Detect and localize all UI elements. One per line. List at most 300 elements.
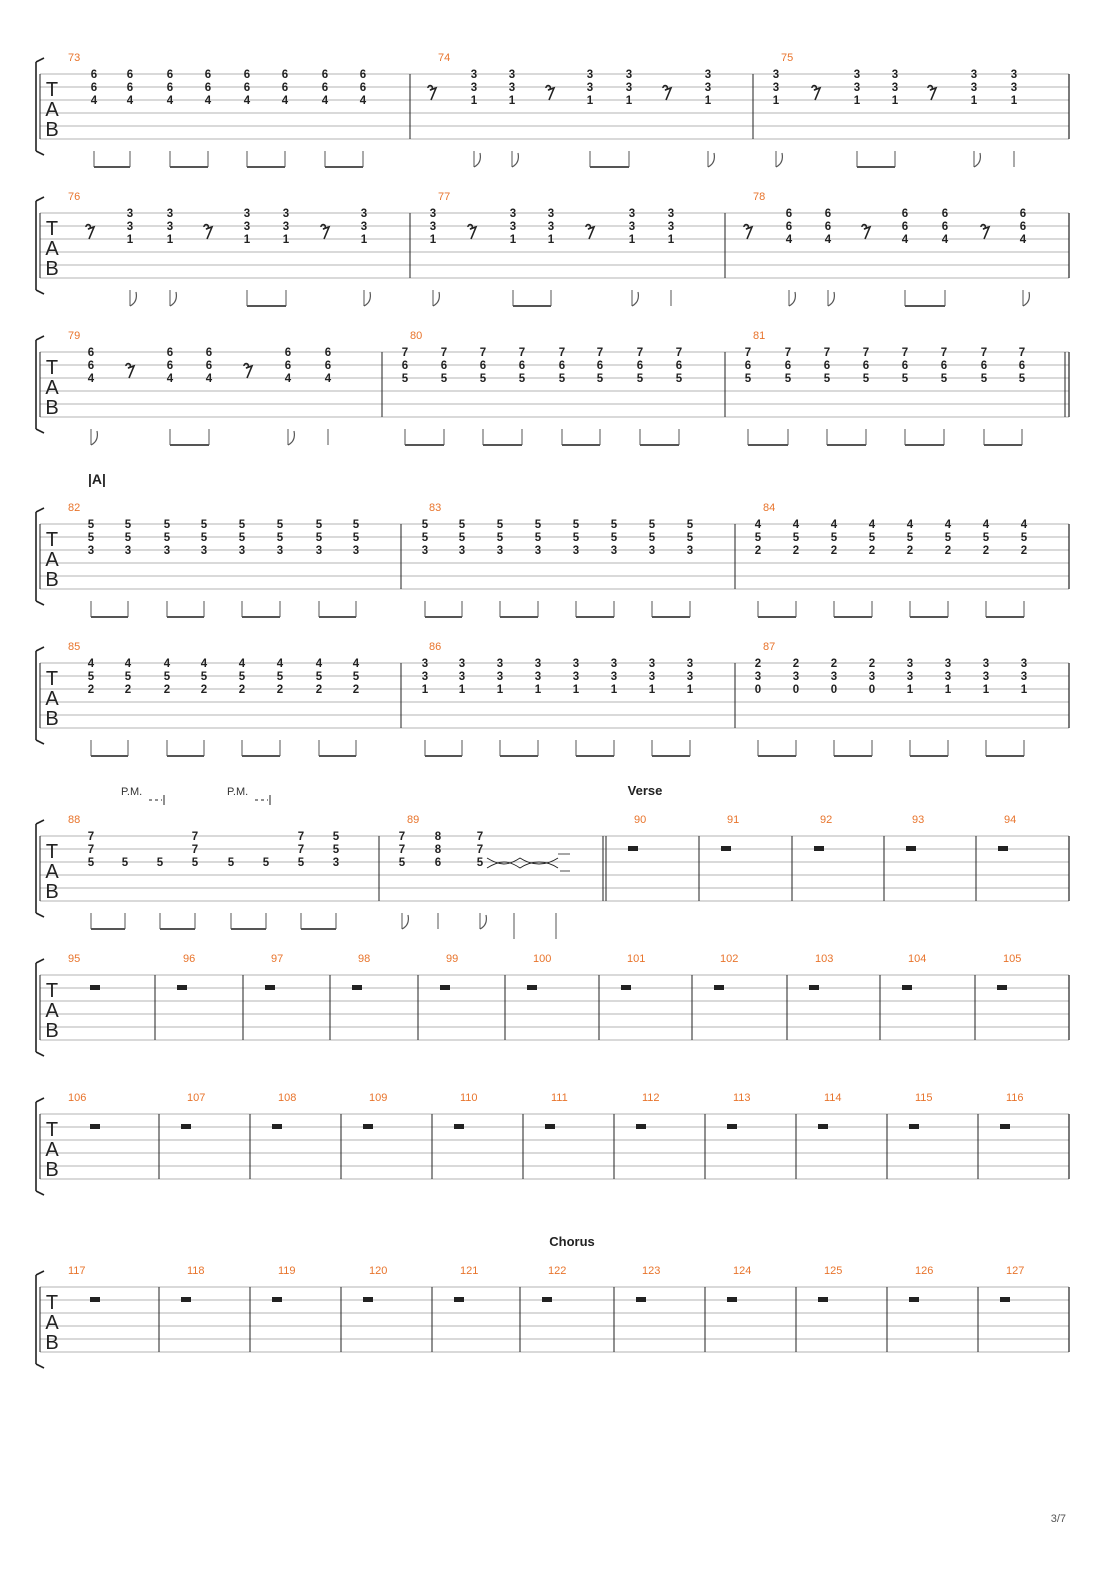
note-flag: [288, 431, 294, 445]
whole-rest: [272, 1124, 282, 1129]
fret-number: 2: [792, 658, 800, 670]
measure-number: 112: [642, 1092, 660, 1104]
fret-number: 4: [868, 519, 876, 531]
tab-letter-t: T: [45, 529, 59, 551]
fret-number: 5: [648, 532, 656, 544]
fret-number: 1: [421, 684, 429, 696]
fret-number: 6: [1019, 221, 1027, 233]
measure-number: 123: [642, 1265, 661, 1277]
fret-number: 5: [87, 671, 95, 683]
fret-number: 7: [980, 347, 988, 359]
fret-number: 7: [476, 831, 484, 843]
fret-number: 1: [243, 234, 251, 246]
fret-number: 3: [704, 69, 712, 81]
whole-rest: [714, 985, 724, 990]
fret-number: 1: [1020, 684, 1028, 696]
fret-number: 5: [982, 532, 990, 544]
fret-number: 1: [360, 234, 368, 246]
fret-number: 3: [970, 69, 978, 81]
measure-number: 105: [1003, 953, 1022, 965]
fret-number: 3: [586, 69, 594, 81]
fret-number: 3: [686, 658, 694, 670]
fret-number: 3: [648, 545, 656, 557]
whole-rest: [352, 985, 362, 990]
fret-number: 7: [862, 347, 870, 359]
note-flag: [170, 292, 176, 306]
whole-rest: [628, 846, 638, 851]
fret-number: 7: [558, 347, 566, 359]
fret-number: 6: [324, 347, 332, 359]
fret-number: 3: [572, 658, 580, 670]
fret-number: 5: [276, 519, 284, 531]
measure-number: 109: [369, 1092, 388, 1104]
fret-number: 1: [628, 234, 636, 246]
eighth-rest: [981, 225, 989, 239]
tab-letter-t: T: [45, 218, 59, 240]
measure-number: 120: [369, 1265, 388, 1277]
fret-number: 6: [321, 69, 329, 81]
tab-letter-a: A: [45, 861, 59, 883]
fret-number: 3: [282, 221, 290, 233]
fret-number: 0: [830, 684, 838, 696]
fret-number: 6: [90, 69, 98, 81]
fret-number: 3: [508, 69, 516, 81]
fret-number: 5: [440, 373, 448, 385]
fret-number: 3: [166, 208, 174, 220]
fret-number: 3: [534, 545, 542, 557]
fret-number: 1: [648, 684, 656, 696]
fret-number: 5: [744, 373, 752, 385]
fret-number: 5: [980, 373, 988, 385]
section-label-verse: Verse: [627, 783, 663, 798]
fret-number: 7: [398, 831, 406, 843]
fret-number: 6: [284, 347, 292, 359]
fret-number: 7: [744, 347, 752, 359]
measure-number: 118: [187, 1265, 205, 1277]
fret-number: 7: [191, 831, 199, 843]
tab-letter-a: A: [45, 1139, 59, 1161]
fret-number: 4: [906, 519, 914, 531]
eighth-rest: [468, 225, 476, 239]
fret-number: 5: [792, 532, 800, 544]
fret-number: 3: [586, 82, 594, 94]
fret-number: 4: [126, 95, 134, 107]
measure-number: 122: [548, 1265, 567, 1277]
fret-number: 5: [534, 519, 542, 531]
fret-number: 2: [352, 684, 360, 696]
measure-number: 80: [410, 330, 423, 342]
whole-rest: [181, 1297, 191, 1302]
tab-letter-t: T: [45, 357, 59, 379]
eighth-rest: [321, 225, 329, 239]
fret-number: 6: [558, 360, 566, 372]
measure-number: 89: [407, 814, 420, 826]
eighth-rest: [546, 86, 554, 100]
fret-number: 4: [124, 658, 132, 670]
fret-number: 1: [667, 234, 675, 246]
tab-letter-b: B: [45, 569, 59, 591]
measure-number: 104: [908, 953, 927, 965]
fret-number: 3: [970, 82, 978, 94]
tab-letter-b: B: [45, 119, 59, 141]
eighth-rest: [126, 364, 134, 378]
fret-number: 5: [124, 671, 132, 683]
measure-number: 115: [915, 1092, 933, 1104]
fret-number: 1: [586, 95, 594, 107]
measure-number: 85: [68, 641, 81, 653]
whole-rest: [998, 846, 1008, 851]
fret-number: 6: [518, 360, 526, 372]
fret-number: 4: [166, 373, 174, 385]
fret-number: 5: [496, 532, 504, 544]
note-flag: [828, 292, 834, 306]
fret-number: 6: [941, 221, 949, 233]
fret-number: 3: [572, 545, 580, 557]
fret-number: 5: [156, 857, 164, 869]
fret-number: 5: [227, 857, 235, 869]
fret-number: 2: [276, 684, 284, 696]
fret-number: 6: [824, 208, 832, 220]
fret-number: 8: [434, 844, 442, 856]
fret-number: 7: [476, 844, 484, 856]
whole-rest: [90, 1124, 100, 1129]
vibrato-mark: [487, 862, 558, 868]
note-flag: [364, 292, 370, 306]
fret-number: 3: [276, 545, 284, 557]
fret-number: 3: [648, 671, 656, 683]
fret-number: 5: [675, 373, 683, 385]
fret-number: 5: [352, 519, 360, 531]
fret-number: 1: [686, 684, 694, 696]
fret-number: 4: [315, 658, 323, 670]
fret-number: 1: [572, 684, 580, 696]
fret-number: 3: [667, 221, 675, 233]
note-flag: [480, 915, 486, 929]
eighth-rest: [744, 225, 752, 239]
fret-number: 5: [200, 532, 208, 544]
fret-number: 3: [496, 545, 504, 557]
fret-number: 5: [784, 373, 792, 385]
tab-letter-b: B: [45, 708, 59, 730]
fret-number: 7: [518, 347, 526, 359]
tab-letter-t: T: [45, 1292, 59, 1314]
fret-number: 5: [862, 373, 870, 385]
measure-number: 86: [429, 641, 442, 653]
fret-number: 5: [596, 373, 604, 385]
fret-number: 3: [625, 82, 633, 94]
fret-number: 3: [547, 221, 555, 233]
fret-number: 1: [853, 95, 861, 107]
measure-number: 81: [753, 330, 766, 342]
fret-number: 4: [830, 519, 838, 531]
fret-number: 3: [126, 208, 134, 220]
measure-number: 98: [358, 953, 371, 965]
fret-number: 3: [792, 671, 800, 683]
fret-number: 6: [744, 360, 752, 372]
measure-number: 93: [912, 814, 925, 826]
fret-number: 1: [126, 234, 134, 246]
fret-number: 6: [675, 360, 683, 372]
whole-rest: [454, 1124, 464, 1129]
measure-number: 119: [278, 1265, 296, 1277]
fret-number: 4: [1020, 519, 1028, 531]
fret-number: 3: [772, 69, 780, 81]
fret-number: 3: [126, 221, 134, 233]
page-number: 3/7: [1050, 1513, 1066, 1525]
whole-rest: [181, 1124, 191, 1129]
note-flag: [91, 431, 97, 445]
measure-number: 84: [763, 502, 776, 514]
measure-number: 100: [533, 953, 552, 965]
fret-number: 6: [401, 360, 409, 372]
tab-letter-b: B: [45, 1020, 59, 1042]
fret-number: 5: [163, 671, 171, 683]
measure-number: 83: [429, 502, 442, 514]
measure-number: 116: [1006, 1092, 1024, 1104]
fret-number: 1: [508, 95, 516, 107]
eighth-rest: [663, 86, 671, 100]
fret-number: 1: [496, 684, 504, 696]
fret-number: 3: [282, 208, 290, 220]
fret-number: 5: [476, 857, 484, 869]
fret-number: 6: [901, 208, 909, 220]
fret-number: 3: [421, 545, 429, 557]
note-flag: [632, 292, 638, 306]
tab-letter-t: T: [45, 980, 59, 1002]
fret-number: 7: [596, 347, 604, 359]
whole-rest: [814, 846, 824, 851]
fret-number: 1: [944, 684, 952, 696]
fret-number: 5: [276, 671, 284, 683]
fret-number: 6: [785, 208, 793, 220]
fret-number: 3: [853, 82, 861, 94]
fret-number: 3: [163, 545, 171, 557]
fret-number: 6: [824, 221, 832, 233]
note-flag: [130, 292, 136, 306]
fret-number: 3: [772, 82, 780, 94]
whole-rest: [272, 1297, 282, 1302]
fret-number: 1: [282, 234, 290, 246]
fret-number: 3: [429, 221, 437, 233]
fret-number: 5: [558, 373, 566, 385]
fret-number: 3: [496, 671, 504, 683]
measure-number: 110: [460, 1092, 478, 1104]
fret-number: 3: [509, 221, 517, 233]
fret-number: 3: [421, 658, 429, 670]
fret-number: 5: [518, 373, 526, 385]
fret-number: 3: [572, 671, 580, 683]
note-flag: [474, 153, 480, 167]
fret-number: 5: [610, 532, 618, 544]
fret-number: 5: [276, 532, 284, 544]
tab-letter-t: T: [45, 79, 59, 101]
fret-number: 3: [238, 545, 246, 557]
fret-number: 3: [704, 82, 712, 94]
fret-number: 5: [421, 532, 429, 544]
fret-number: 2: [830, 658, 838, 670]
fret-number: 5: [421, 519, 429, 531]
fret-number: 6: [205, 347, 213, 359]
whole-rest: [542, 1297, 552, 1302]
note-flag: [433, 292, 439, 306]
note-flag: [1023, 292, 1029, 306]
measure-number: 90: [634, 814, 647, 826]
fret-number: 1: [772, 95, 780, 107]
fret-number: 2: [315, 684, 323, 696]
fret-number: 6: [126, 82, 134, 94]
fret-number: 4: [238, 658, 246, 670]
fret-number: 4: [785, 234, 793, 246]
fret-number: 6: [284, 360, 292, 372]
whole-rest: [454, 1297, 464, 1302]
fret-number: 7: [675, 347, 683, 359]
whole-rest: [440, 985, 450, 990]
fret-number: 1: [470, 95, 478, 107]
eighth-rest: [928, 86, 936, 100]
fret-number: 6: [862, 360, 870, 372]
section-marker-a: |A|: [88, 471, 106, 487]
measure-number: 125: [824, 1265, 843, 1277]
fret-number: 5: [458, 519, 466, 531]
measure-number: 78: [753, 191, 766, 203]
measure-number: 88: [68, 814, 81, 826]
fret-number: 4: [87, 658, 95, 670]
note-flag: [789, 292, 795, 306]
eighth-rest: [428, 86, 436, 100]
fret-number: 4: [324, 373, 332, 385]
fret-number: 7: [823, 347, 831, 359]
tab-letter-t: T: [45, 1119, 59, 1141]
fret-number: 3: [496, 658, 504, 670]
measure-number: 106: [68, 1092, 87, 1104]
measure-number: 79: [68, 330, 81, 342]
whole-rest: [1000, 1124, 1010, 1129]
whole-rest: [809, 985, 819, 990]
measure-number: 94: [1004, 814, 1017, 826]
note-flag: [402, 915, 408, 929]
fret-number: 5: [315, 671, 323, 683]
fret-number: 8: [434, 831, 442, 843]
fret-number: 3: [360, 208, 368, 220]
fret-number: 3: [421, 671, 429, 683]
fret-number: 3: [124, 545, 132, 557]
fret-number: 5: [124, 532, 132, 544]
fret-number: 5: [610, 519, 618, 531]
fret-number: 1: [982, 684, 990, 696]
fret-number: 5: [332, 844, 340, 856]
fret-number: 3: [315, 545, 323, 557]
fret-number: 4: [200, 658, 208, 670]
fret-number: 6: [281, 69, 289, 81]
measure-number: 102: [720, 953, 739, 965]
fret-number: 2: [868, 658, 876, 670]
fret-number: 3: [982, 671, 990, 683]
fret-number: 1: [970, 95, 978, 107]
fret-number: 6: [940, 360, 948, 372]
fret-number: 7: [297, 831, 305, 843]
measure-number: 117: [68, 1265, 86, 1277]
fret-number: 6: [321, 82, 329, 94]
fret-number: 1: [547, 234, 555, 246]
fret-number: 3: [906, 671, 914, 683]
fret-number: 7: [398, 844, 406, 856]
fret-number: 3: [982, 658, 990, 670]
eighth-rest: [862, 225, 870, 239]
measure-number: 127: [1006, 1265, 1025, 1277]
measure-number: 82: [68, 502, 81, 514]
fret-number: 2: [1020, 545, 1028, 557]
fret-number: 6: [166, 360, 174, 372]
fret-number: 6: [166, 69, 174, 81]
measure-number: 95: [68, 953, 81, 965]
fret-number: 3: [547, 208, 555, 220]
fret-number: 3: [868, 671, 876, 683]
fret-number: 2: [982, 545, 990, 557]
whole-rest: [363, 1124, 373, 1129]
fret-number: 3: [944, 658, 952, 670]
fret-number: 2: [868, 545, 876, 557]
fret-number: 4: [824, 234, 832, 246]
fret-number: 6: [941, 208, 949, 220]
fret-number: 3: [754, 671, 762, 683]
fret-number: 7: [636, 347, 644, 359]
fret-number: 2: [87, 684, 95, 696]
fret-number: 4: [243, 95, 251, 107]
measure-number: 92: [820, 814, 833, 826]
fret-number: 4: [1019, 234, 1027, 246]
whole-rest: [1000, 1297, 1010, 1302]
whole-rest: [90, 1297, 100, 1302]
fret-number: 7: [87, 844, 95, 856]
tab-letter-a: A: [45, 1312, 59, 1334]
whole-rest: [909, 1124, 919, 1129]
fret-number: 3: [243, 221, 251, 233]
fret-number: 5: [830, 532, 838, 544]
fret-number: 3: [667, 208, 675, 220]
fret-number: 6: [1019, 208, 1027, 220]
tab-letter-a: A: [45, 238, 59, 260]
fret-number: 3: [458, 658, 466, 670]
palm-mute-label: P.M.: [227, 786, 249, 798]
fret-number: 4: [90, 95, 98, 107]
fret-number: 5: [648, 519, 656, 531]
whole-rest: [818, 1124, 828, 1129]
fret-number: 3: [87, 545, 95, 557]
fret-number: 4: [284, 373, 292, 385]
fret-number: 6: [324, 360, 332, 372]
fret-number: 6: [359, 69, 367, 81]
eighth-rest: [586, 225, 594, 239]
fret-number: 2: [200, 684, 208, 696]
fret-number: 1: [509, 234, 517, 246]
fret-number: 4: [204, 95, 212, 107]
fret-number: 2: [906, 545, 914, 557]
fret-number: 5: [121, 857, 129, 869]
tab-letter-a: A: [45, 1000, 59, 1022]
fret-number: 3: [628, 208, 636, 220]
fret-number: 1: [534, 684, 542, 696]
measure-number: 113: [733, 1092, 751, 1104]
measure-number: 74: [438, 52, 451, 64]
measure-number: 108: [278, 1092, 297, 1104]
fret-number: 7: [784, 347, 792, 359]
tab-letter-a: A: [45, 99, 59, 121]
fret-number: 6: [823, 360, 831, 372]
fret-number: 4: [941, 234, 949, 246]
fret-number: 3: [610, 545, 618, 557]
whole-rest: [265, 985, 275, 990]
tab-letter-b: B: [45, 881, 59, 903]
